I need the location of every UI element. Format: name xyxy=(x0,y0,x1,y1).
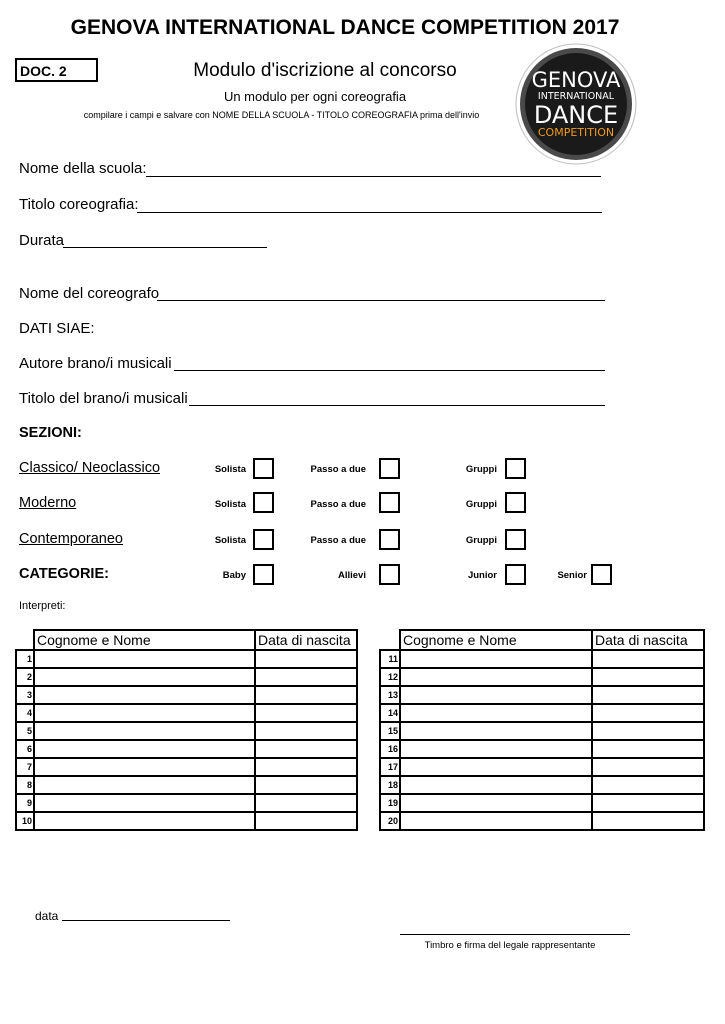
performer-birthdate-cell[interactable] xyxy=(255,812,357,830)
performer-birthdate-cell[interactable] xyxy=(255,722,357,740)
row-number: 14 xyxy=(380,704,400,722)
category-senior-checkbox[interactable] xyxy=(591,564,612,585)
signature-field[interactable] xyxy=(400,934,630,935)
row-number: 10 xyxy=(16,812,34,830)
music-title-label: Titolo del brano/i musicali xyxy=(19,390,188,407)
performer-birthdate-cell[interactable] xyxy=(255,668,357,686)
row-number: 15 xyxy=(380,722,400,740)
music-author-field[interactable] xyxy=(174,370,605,371)
logo-text-international: INTERNATIONAL xyxy=(537,91,615,102)
row-number: 5 xyxy=(16,722,34,740)
performer-name-cell[interactable] xyxy=(34,704,255,722)
categories-heading: CATEGORIE: xyxy=(19,566,109,582)
category-label: Allievi xyxy=(338,570,366,581)
table-row xyxy=(380,812,704,830)
choreographer-label: Nome del coreografo xyxy=(19,285,160,302)
option-label: Passo a due xyxy=(310,464,366,475)
date-label: data xyxy=(35,909,59,923)
performers-label: Interpreti: xyxy=(19,600,66,612)
performer-birthdate-cell[interactable] xyxy=(592,722,704,740)
column-header-name: Cognome e Nome xyxy=(34,630,255,650)
competition-logo xyxy=(515,43,637,165)
moderno-solista-checkbox[interactable] xyxy=(253,492,274,513)
performer-name-cell[interactable] xyxy=(400,704,592,722)
performer-birthdate-cell[interactable] xyxy=(592,794,704,812)
date-field[interactable] xyxy=(62,920,230,921)
contemporaneo-passo-a-due-checkbox[interactable] xyxy=(379,529,400,550)
logo-text-dance: DANCE xyxy=(533,101,619,129)
duration-label: Durata xyxy=(19,232,65,249)
form-note: Un modulo per ogni coreografia xyxy=(223,89,407,104)
contemporaneo-gruppi-checkbox[interactable] xyxy=(505,529,526,550)
table-row xyxy=(380,794,704,812)
option-label: Solista xyxy=(214,464,246,475)
table-row xyxy=(16,650,357,668)
table-row xyxy=(16,704,357,722)
performer-birthdate-cell[interactable] xyxy=(255,740,357,758)
performer-birthdate-cell[interactable] xyxy=(592,758,704,776)
performer-name-cell[interactable] xyxy=(34,776,255,794)
choreographer-field[interactable] xyxy=(157,300,605,301)
page-title: GENOVA INTERNATIONAL DANCE COMPETITION 2017 xyxy=(70,16,620,39)
option-label: Gruppi xyxy=(465,535,497,546)
row-number: 9 xyxy=(16,794,34,812)
row-number: 3 xyxy=(16,686,34,704)
table-row xyxy=(380,722,704,740)
row-number: 12 xyxy=(380,668,400,686)
logo-text-competition: COMPETITION xyxy=(537,126,615,139)
performer-birthdate-cell[interactable] xyxy=(592,650,704,668)
option-label: Solista xyxy=(214,499,246,510)
classico-gruppi-checkbox[interactable] xyxy=(505,458,526,479)
table-row xyxy=(16,668,357,686)
performer-birthdate-cell[interactable] xyxy=(255,758,357,776)
option-label: Solista xyxy=(214,535,246,546)
category-label: Junior xyxy=(467,570,497,581)
performer-name-cell[interactable] xyxy=(400,686,592,704)
performer-birthdate-cell[interactable] xyxy=(592,668,704,686)
row-number: 13 xyxy=(380,686,400,704)
table-row xyxy=(16,686,357,704)
option-label: Passo a due xyxy=(310,535,366,546)
table-row xyxy=(16,776,357,794)
row-number: 16 xyxy=(380,740,400,758)
doc-number-label: DOC. 2 xyxy=(15,58,98,82)
music-author-label: Autore brano/i musicali xyxy=(19,355,172,372)
performer-name-cell[interactable] xyxy=(34,812,255,830)
option-label: Passo a due xyxy=(310,499,366,510)
performer-name-cell[interactable] xyxy=(400,650,592,668)
classico-solista-checkbox[interactable] xyxy=(253,458,274,479)
choreography-title-label: Titolo coreografia: xyxy=(19,196,139,213)
performer-name-cell[interactable] xyxy=(34,722,255,740)
duration-field[interactable] xyxy=(63,247,267,248)
table-row xyxy=(380,668,704,686)
section-name: Moderno xyxy=(19,495,77,511)
performer-birthdate-cell[interactable] xyxy=(592,812,704,830)
performer-name-cell[interactable] xyxy=(34,650,255,668)
table-row xyxy=(16,812,357,830)
performer-name-cell[interactable] xyxy=(400,758,592,776)
column-header-birthdate: Data di nascita xyxy=(255,630,357,650)
section-name: Contemporaneo xyxy=(19,531,123,547)
option-label: Gruppi xyxy=(465,499,497,510)
performer-name-cell[interactable] xyxy=(34,740,255,758)
table-row xyxy=(16,794,357,812)
table-row xyxy=(16,722,357,740)
performer-birthdate-cell[interactable] xyxy=(592,686,704,704)
performers-table-left xyxy=(15,629,358,831)
table-row xyxy=(380,650,704,668)
contemporaneo-solista-checkbox[interactable] xyxy=(253,529,274,550)
moderno-passo-a-due-checkbox[interactable] xyxy=(379,492,400,513)
performer-birthdate-cell[interactable] xyxy=(255,686,357,704)
siae-label: DATI SIAE: xyxy=(19,320,95,337)
category-label: Baby xyxy=(222,570,246,581)
column-header-birthdate: Data di nascita xyxy=(592,630,704,650)
category-junior-checkbox[interactable] xyxy=(505,564,526,585)
row-number: 2 xyxy=(16,668,34,686)
form-subtitle: Modulo d'iscrizione al concorso xyxy=(193,60,457,81)
section-name: Classico/ Neoclassico xyxy=(19,460,161,476)
row-number: 1 xyxy=(16,650,34,668)
column-header-name: Cognome e Nome xyxy=(400,630,592,650)
save-instruction: compilare i campi e salvare con NOME DELLA SCUOLA - TITOLO COREOGRAFIA prima dell'invio xyxy=(83,110,480,120)
table-row xyxy=(380,740,704,758)
performer-name-cell[interactable] xyxy=(400,776,592,794)
school-name-label: Nome della scuola: xyxy=(19,160,147,177)
row-number: 20 xyxy=(380,812,400,830)
performer-birthdate-cell[interactable] xyxy=(255,704,357,722)
row-number: 18 xyxy=(380,776,400,794)
table-row xyxy=(16,758,357,776)
performer-name-cell[interactable] xyxy=(400,812,592,830)
row-number: 17 xyxy=(380,758,400,776)
moderno-gruppi-checkbox[interactable] xyxy=(505,492,526,513)
performer-name-cell[interactable] xyxy=(400,794,592,812)
performers-table-right xyxy=(379,629,705,831)
music-title-field[interactable] xyxy=(189,405,605,406)
row-number: 19 xyxy=(380,794,400,812)
performer-name-cell[interactable] xyxy=(34,686,255,704)
table-row xyxy=(380,686,704,704)
signature-label: Timbro e firma del legale rappresentante xyxy=(424,940,596,951)
choreography-title-field[interactable] xyxy=(137,212,602,213)
category-allievi-checkbox[interactable] xyxy=(379,564,400,585)
school-name-field[interactable] xyxy=(146,176,601,177)
performer-name-cell[interactable] xyxy=(400,740,592,758)
performer-birthdate-cell[interactable] xyxy=(592,740,704,758)
table-row xyxy=(380,758,704,776)
table-row xyxy=(16,740,357,758)
table-row xyxy=(380,704,704,722)
performer-birthdate-cell[interactable] xyxy=(592,704,704,722)
row-number: 6 xyxy=(16,740,34,758)
performer-name-cell[interactable] xyxy=(400,668,592,686)
table-row xyxy=(380,776,704,794)
category-label: Senior xyxy=(557,570,587,581)
row-number: 8 xyxy=(16,776,34,794)
logo-text-genova: GENOVA xyxy=(531,68,621,92)
category-baby-checkbox[interactable] xyxy=(253,564,274,585)
performer-name-cell[interactable] xyxy=(34,668,255,686)
performer-birthdate-cell[interactable] xyxy=(255,650,357,668)
performer-name-cell[interactable] xyxy=(34,758,255,776)
row-number: 7 xyxy=(16,758,34,776)
performer-birthdate-cell[interactable] xyxy=(255,794,357,812)
sections-heading: SEZIONI: xyxy=(19,425,82,441)
classico-passo-a-due-checkbox[interactable] xyxy=(379,458,400,479)
option-label: Gruppi xyxy=(465,464,497,475)
performer-name-cell[interactable] xyxy=(34,794,255,812)
performer-birthdate-cell[interactable] xyxy=(255,776,357,794)
row-number: 11 xyxy=(380,650,400,668)
row-number: 4 xyxy=(16,704,34,722)
performer-name-cell[interactable] xyxy=(400,722,592,740)
performer-birthdate-cell[interactable] xyxy=(592,776,704,794)
